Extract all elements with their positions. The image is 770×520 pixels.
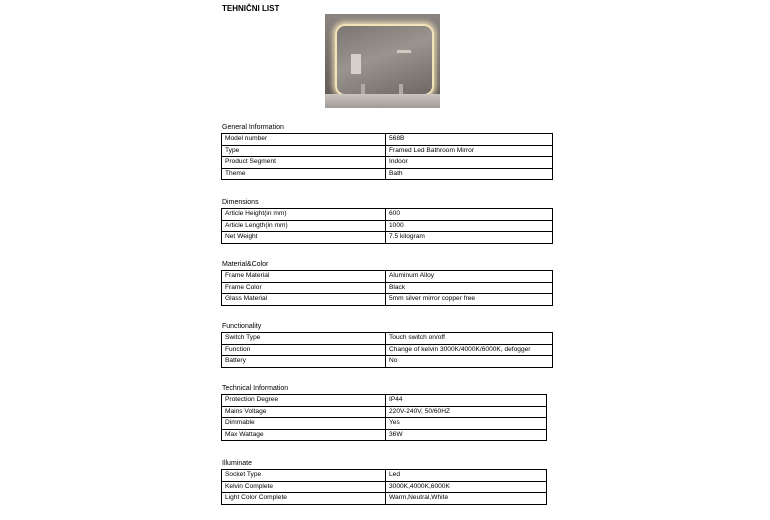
table-row: [222, 395, 547, 407]
product-photo: [325, 14, 440, 108]
table-row: [222, 168, 553, 180]
spec-value: Aluminum Alloy: [386, 271, 553, 283]
spec-value: Yes: [386, 418, 547, 430]
spec-label: Protection Degree: [222, 395, 386, 407]
table-row: [222, 333, 553, 345]
spec-label: Net Weight: [222, 232, 386, 244]
section-functionality: [221, 322, 561, 368]
spec-value: Change of kelvin 3000K/4000K/6000K, defogger: [386, 344, 553, 356]
spec-value: 220V-240V, 50/60HZ: [386, 406, 547, 418]
page-title: TEHNIČNI LIST: [222, 4, 280, 13]
spec-value: 36W: [386, 429, 547, 441]
section-title: Functionality: [222, 323, 262, 330]
spec-value: 568B: [386, 134, 553, 146]
spec-table: [221, 270, 553, 306]
section-title: Dimensions: [222, 199, 259, 206]
spec-label: Model number: [222, 134, 386, 146]
spec-label: Type: [222, 145, 386, 157]
table-row: [222, 220, 553, 232]
spec-table: [221, 394, 547, 441]
spec-table: [221, 469, 547, 505]
table-row: [222, 271, 553, 283]
table-row: [222, 232, 553, 244]
spec-label: Frame Material: [222, 271, 386, 283]
spec-label: Kelvin Complete: [222, 481, 386, 493]
section-title: General Information: [222, 124, 284, 131]
spec-label: Battery: [222, 356, 386, 368]
spec-label: Dimmable: [222, 418, 386, 430]
section-technical-information: [221, 384, 561, 441]
spec-table: [221, 332, 553, 368]
led-mirror-image: [335, 24, 434, 96]
table-row: [222, 344, 553, 356]
table-row: [222, 356, 553, 368]
table-row: [222, 145, 553, 157]
spec-label: Article Length(in mm): [222, 220, 386, 232]
spec-value: 5mm silver mirror copper free: [386, 294, 553, 306]
table-row: [222, 481, 547, 493]
spec-label: Max Wattage: [222, 429, 386, 441]
table-row: [222, 493, 547, 505]
spec-value: Touch switch on/off: [386, 333, 553, 345]
spec-value: Led: [386, 470, 547, 482]
spec-label: Mains Voltage: [222, 406, 386, 418]
table-row: [222, 282, 553, 294]
section-title: Illuminate: [222, 460, 252, 467]
spec-label: Switch Type: [222, 333, 386, 345]
spec-value: Warm,Neutral,White: [386, 493, 547, 505]
spec-value: 7.5 kilogram: [386, 232, 553, 244]
spec-value: Framed Led Bathroom Mirror: [386, 145, 553, 157]
table-row: [222, 209, 553, 221]
spec-value: 600: [386, 209, 553, 221]
spec-value: Black: [386, 282, 553, 294]
spec-table: [221, 133, 553, 180]
spec-label: Function: [222, 344, 386, 356]
spec-value: Indoor: [386, 157, 553, 169]
spec-label: Light Color Complete: [222, 493, 386, 505]
table-row: [222, 406, 547, 418]
table-row: [222, 294, 553, 306]
section-title: Material&Color: [222, 261, 269, 268]
spec-label: Socket Type: [222, 470, 386, 482]
spec-label: Theme: [222, 168, 386, 180]
table-row: [222, 134, 553, 146]
spec-value: Bath: [386, 168, 553, 180]
table-row: [222, 157, 553, 169]
spec-value: 3000K,4000K,6000K: [386, 481, 547, 493]
spec-label: Frame Color: [222, 282, 386, 294]
table-row: [222, 418, 547, 430]
section-dimensions: [221, 198, 561, 244]
section-illuminate: [221, 459, 561, 505]
spec-value: 1000: [386, 220, 553, 232]
spec-value: No: [386, 356, 553, 368]
table-row: [222, 470, 547, 482]
section-title: Technical Information: [222, 385, 289, 392]
spec-label: Article Height(in mm): [222, 209, 386, 221]
table-row: [222, 429, 547, 441]
spec-value: IP44: [386, 395, 547, 407]
spec-label: Product Segment: [222, 157, 386, 169]
section-general-information: [221, 123, 561, 180]
spec-table: [221, 208, 553, 244]
spec-label: Glass Material: [222, 294, 386, 306]
section-material-color: [221, 260, 561, 306]
